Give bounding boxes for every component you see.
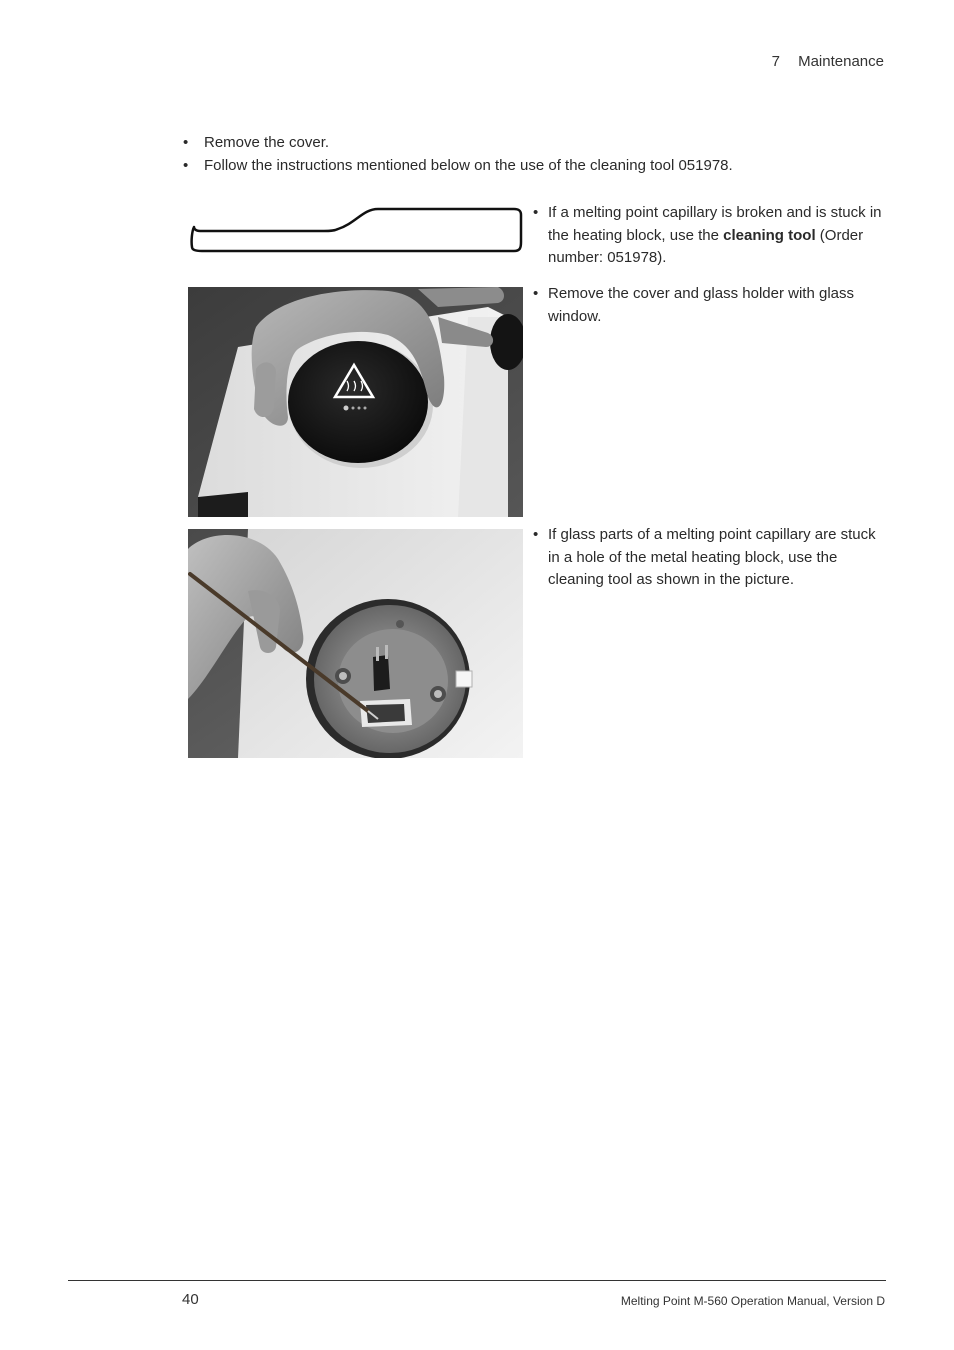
page-number: 40 [182,1291,199,1308]
chapter-number: 7 [771,53,780,70]
cleaning-tool-outline [192,209,521,251]
cleaning-tool-figure [188,205,523,255]
step-remove-cover-text: • Remove the cover and glass holder with glass window. [533,283,883,328]
step-cleaning-tool-text [533,202,883,270]
intro-bullet-remove-cover: • Remove the cover. [183,131,883,154]
step-cleaning-tool-text-start: If a melting point capillary is broken and is stuck in the heating block, use the [548,204,882,244]
step-clean-hole [533,524,883,592]
cleaning-tool-term: cleaning tool [723,226,816,244]
step-clean-hole-text: • If glass parts of a melting point capillary are stuck in a hole of the metal heating block, use the cleaning tool as shown in the picture. [533,524,883,592]
manual-title: Melting Point M-560 Operation Manual, Version D [620,1294,885,1308]
step-cleaning-tool [533,202,883,270]
footer-divider [68,1280,886,1281]
cleaning-tool-usage-photo [188,529,523,758]
cover-removal-photo [188,287,523,517]
chapter-title: Maintenance [798,53,884,70]
intro-bullet-follow-instructions: • Follow the instructions mentioned below on the use of the cleaning tool 051978. [183,154,883,177]
intro-list [183,131,883,177]
page-header [772,53,884,70]
step-remove-cover [533,283,883,328]
step-cleaning-tool-text-end: (Order number: 051978). [548,226,864,266]
